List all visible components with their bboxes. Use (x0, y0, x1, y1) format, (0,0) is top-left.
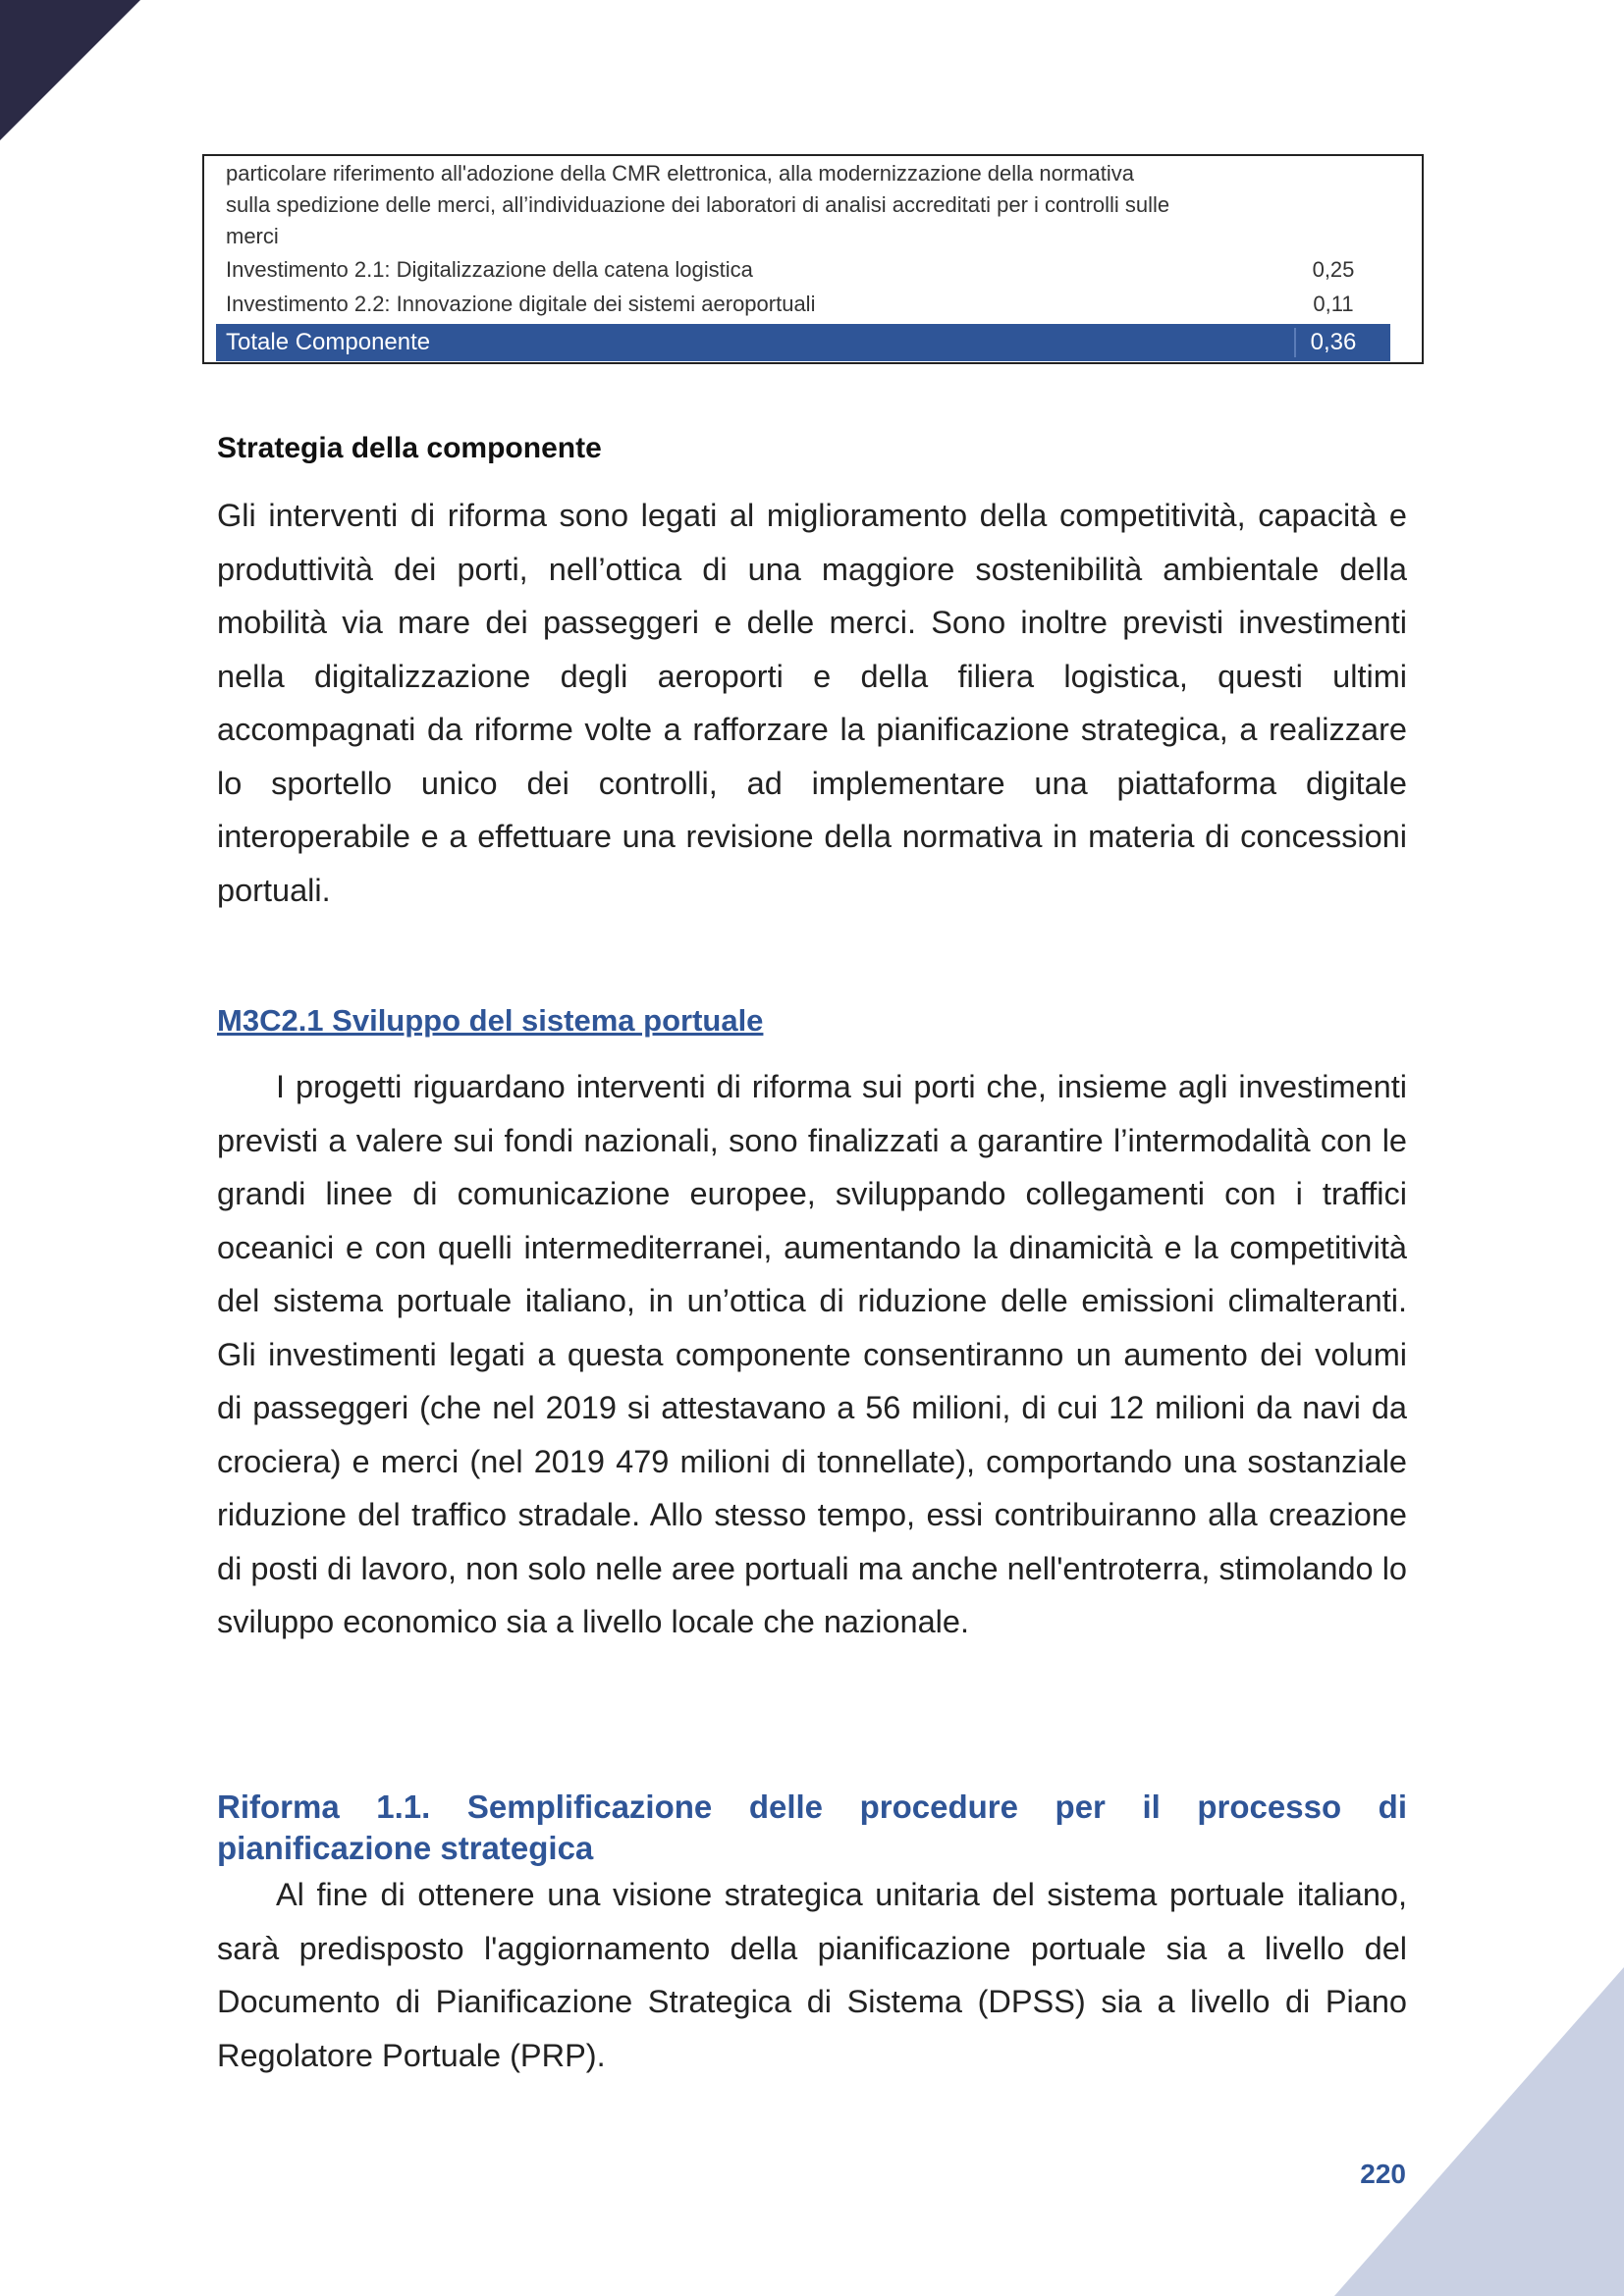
table-continued-line: sulla spedizione delle merci, all’individuazione dei laboratori di analisi accreditati per i controlli sulle (226, 192, 1170, 217)
table-row-label: Investimento 2.1: Digitalizzazione della catena logistica (226, 257, 753, 282)
strategy-paragraph: Gli interventi di riforma sono legati al miglioramento della competitività, capacità e produttività dei porti, nell’ottica di una maggiore sostenibilità ambientale della mobilità via mare dei passeggeri e delle merci. Sono inoltre previsti investimenti nella digitalizzazione degli aeroporti e della filiera logistica, questi ultimi accompagnati da riforme volte a rafforzare la pianificazione strategica, a realizzare lo sportello unico dei controlli, ad implementare una piattaforma digitale interoperabile e a effettuare una revisione della normativa in materia di concessioni portuali. (217, 498, 1407, 908)
section-heading-m3c2-1: M3C2.1 Sviluppo del sistema portuale (217, 1003, 764, 1038)
table-row-value: 0,11 (1313, 292, 1354, 316)
m3c2-1-paragraph: I progetti riguardano interventi di riforma sui porti che, insieme agli investimenti previsti a valere sui fondi nazionali, sono finalizzati a garantire l’intermodalità con le grandi linee di comunicazione europee, sviluppando collegamenti con i traffici oceanici e con quelli intermediterranei, aumentando la dinamicità e la competitività del sistema portuale italiano, in un’ottica di riduzione delle emissioni climalteranti. Gli investimenti legati a questa componente consentiranno un aumento dei volumi di passeggeri (che nel 2019 si attestavano a 56 milioni, di cui 12 milioni da navi da crociera) e merci (nel 2019 479 milioni di tonnellate), comportando una sostanziale riduzione del traffico stradale. Allo stesso tempo, essi contribuiranno alla creazione di posti di lavoro, non solo nelle aree portuali ma anche nell'entroterra, stimolando lo sviluppo economico sia a livello locale che nazionale. (217, 1069, 1407, 1639)
table-continued-line: merci (226, 224, 279, 248)
total-value: 0,36 (1310, 329, 1357, 355)
table-row-value: 0,25 (1312, 257, 1355, 282)
reform-1-1-heading: Riforma 1.1. Semplificazione delle procedure per il processo di pianificazione strategica (217, 1789, 1407, 1866)
funding-table (202, 154, 1424, 364)
page-number: 220 (1360, 2159, 1406, 2189)
total-label: Totale Componente (226, 329, 431, 355)
corner-decoration-top-left (0, 0, 140, 140)
table-total-row (216, 324, 1390, 361)
strategy-heading: Strategia della componente (217, 432, 602, 464)
table-row-label: Investimento 2.2: Innovazione digitale dei sistemi aeroportuali (226, 292, 816, 316)
total-divider (1294, 328, 1296, 357)
reform-1-1-paragraph: Al fine di ottenere una visione strategica unitaria del sistema portuale italiano, sarà predisposto l'aggiornamento della pianificazione portuale sia a livello del Documento di Pianificazione Strategica di Sistema (DPSS) sia a livello di Piano Regolatore Portuale (PRP). (217, 1877, 1407, 2073)
table-continued-line: particolare riferimento all'adozione della CMR elettronica, alla modernizzazione della normativa (226, 161, 1134, 186)
